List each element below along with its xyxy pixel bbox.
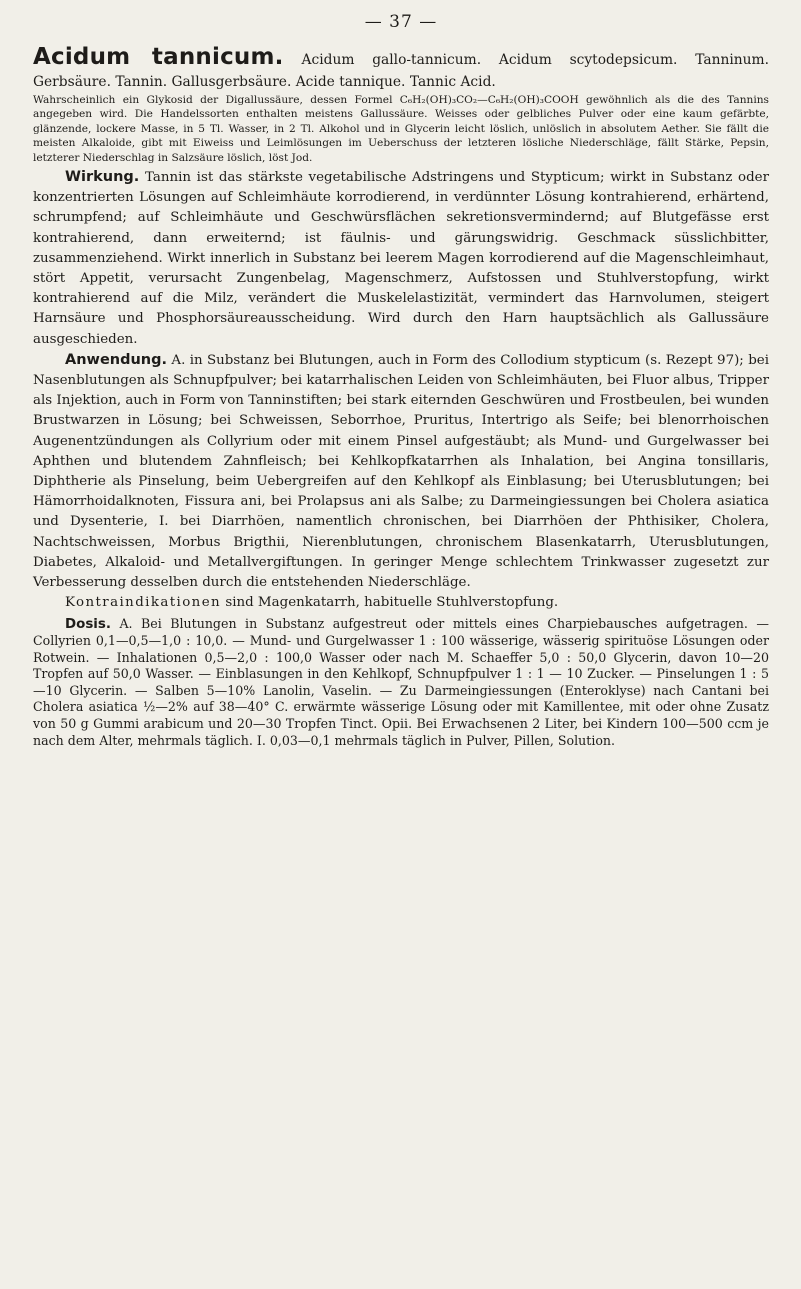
entry-name: Acidum tannicum.: [33, 44, 284, 70]
entry-description: Wahrscheinlich ein Glykosid der Digallussäure, dessen Formel C₆H₂(OH)₃CO₂—C₆H₂(OH)₃COOH gewöhnlich als die des Tannins angegeben wird. Die Handelssorten enthalten meistens Gallussäure. Weisses oder gelbliches Pulver oder eine kaum gefärbte, glänzende, lockere Masse, in 5 Tl. Wasser, in 2 Tl. Alkohol und in Glycerin leicht löslich, unlöslich in absolutem Aether. Sie fällt die meisten Alkaloide, gibt mit Eiweiss und Leimlösungen im Ueberschuss der letzteren lösliche Niederschläge, fällt Stärke, Pepsin, letzterer Niederschlag in Salzsäure löslich, löst Jod.: [33, 94, 769, 164]
wirkung-text: Tannin ist das stärkste vegetabilische Adstringens und Stypticum; wirkt in Substanz oder konzentrierten Lösungen auf Schleimhäute korrodierend, in verdünnter Lösung kontrahierend, erhärtend, schrumpfend; auf Schleimhäute und Geschwürsflächen sekretionsvermindernd; auf Blutgefässe erst kontrahierend, dann erweiternd; ist fäulnis- und gärungswidrig. Geschmack süsslichbitter, zusammenziehend. Wirkt innerlich in Substanz bei leerem Magen korrodierend auf die Magenschleimhaut, stört Appetit, verursacht Zungenbelag, Magenschmerz, Aufstossen und Stuhlverstopfung, wirkt kontrahierend auf die Milz, verändert die Muskelelastizität, vermindert das Harnvolumen, steigert Harnsäure und Phosphorsäureausscheidung. Wird durch den Harn hauptsächlich als Gallussäure ausgeschieden.: [33, 170, 769, 347]
anwendung-heading: Anwendung.: [65, 351, 168, 368]
anwendung-text: A. in Substanz bei Blutungen, auch in Form des Collodium stypticum (s. Rezept 97); bei Nasenblutungen als Schnupfpulver; bei katarrhalischen Leiden von Schleimhäuten, bei Fluor albus, Tripper als Injektion, auch in Form von Tanninstiften; bei stark eiternden Geschwüren und Frostbeulen, bei wunden Brustwarzen in Lösung; bei Schweissen, Seborrhoe, Pruritus, Intertrigo als Seife; bei blenorrhoischen Augenentzündungen als Collyrium oder mit einem Pinsel aufgestäubt; als Mund- und Gurgelwasser bei Aphthen und blutendem Zahnfleisch; bei Kehlkopfkatarrhen als Inhalation, bei Angina tonsillaris, Diphtherie als Pinselung, beim Uebergreifen auf den Kehlkopf als Einblasung; bei Uterusblutungen; bei Hämorrhoidalknoten, Fissura ani, bei Prolapsus ani als Salbe; zu Darmeingiessungen bei Cholera asiatica und Dysenterie, I. bei Diarrhöen, namentlich chronischen, bei Diarrhöen der Phthisiker, Cholera, Nachtschweissen, Morbus Brigthii, Nierenblutungen, chronischem Blasenkatarrh, Uterusblutungen, Diabetes, Alkaloid- und Metallvergiftungen. In geringer Menge schlechtem Trinkwasser zugesetzt zur Verbesserung desselben durch die entstehenden Niederschläge.: [33, 352, 769, 591]
entry-synonyms: Acidum gallo-tannicum. Acidum scytodepsicum. Tanninum. Gerbsäure. Tannin. Gallusgerbsäure. Acide tannique. Tannic Acid.: [33, 52, 770, 90]
section-kontraindikationen: [33, 593, 769, 613]
section-anwendung: [33, 350, 769, 593]
kontraindikationen-heading: Kontraindikationen: [65, 595, 222, 611]
kontraindikationen-text: sind Magenkatarrh, habituelle Stuhlverstopfung.: [225, 595, 559, 611]
dosis-heading: Dosis.: [65, 616, 111, 632]
dosis-text: A. Bei Blutungen in Substanz aufgestreut oder mittels eines Charpiebausches aufgetragen. — Collyrien 0,1—0,5—1,0 : 10,0. — Mund- und Gurgelwasser 1 : 100 wässerige, wässerig spirituöse Lösungen oder Rotwein. — Inhalationen 0,5—2,0 : 100,0 Wasser oder nach M. Schaeffer 5,0 : 50,0 Glycerin, davon 10—20 Tropfen auf 50,0 Wasser. — Einblasungen in den Kehlkopf, Schnupfpulver 1 : 1 — 10 Zucker. — Pinselungen 1 : 5—10 Glycerin. — Salben 5—10% Lanolin, Vaselin. — Zu Darmeingiessungen (Enteroklyse) nach Cantani bei Cholera asiatica ½—2% auf 38—40° C. erwärmte wässerige Lösung oder mit Kamillentee, mit oder ohne Zusatz von 50 g Gummi arabicum und 20—30 Tropfen Tinct. Opii. Bei Erwachsenen 2 Liter, bei Kindern 100—500 ccm je nach dem Alter, mehrmals täglich. I. 0,03—0,1 mehrmals täglich in Pulver, Pillen, Solution.: [33, 615, 769, 748]
wirkung-heading: Wirkung.: [65, 169, 140, 186]
page-number: — 37 —: [364, 12, 438, 32]
section-dosis: [33, 616, 769, 750]
section-wirkung: [33, 167, 769, 350]
entry-title: [33, 46, 769, 93]
